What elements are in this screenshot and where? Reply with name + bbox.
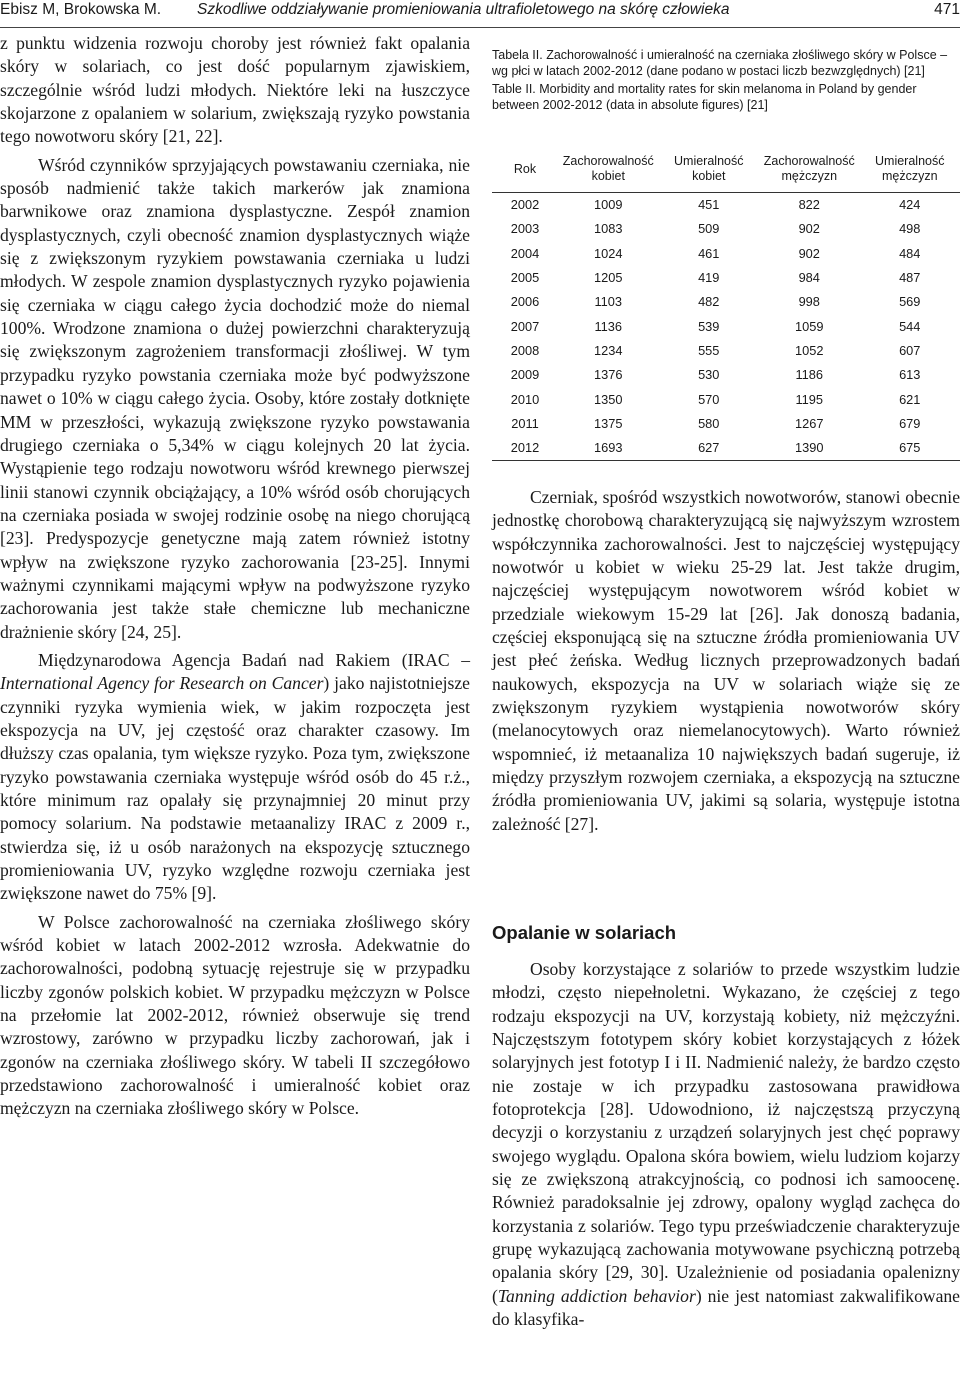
table-row	[492, 387, 960, 411]
table-cell-year: 2011	[511, 415, 539, 431]
table-cell-value: 482	[698, 294, 720, 310]
right-column-lower	[492, 958, 960, 1332]
table-cell-year: 2004	[510, 245, 540, 261]
header-label: Umieralność	[875, 154, 945, 168]
header-label: Umieralność	[674, 154, 744, 168]
table-cell-value: 902	[798, 221, 820, 237]
table-row	[492, 217, 960, 241]
right-paragraph-2	[492, 958, 960, 1332]
section-heading: Opalanie w solariach	[492, 922, 677, 943]
table-cell-value: 580	[698, 415, 720, 431]
header-umier-kobiet	[659, 147, 760, 193]
table-cell-value: 984	[798, 270, 820, 286]
table-row	[492, 339, 960, 363]
table-cell-value: 509	[698, 221, 720, 237]
table-cell-value: 1009	[594, 197, 623, 213]
paragraph-3-end: ) jako najistotniejsze czynniki ryzyka wymienia wiek, w jakim rozpoczęta jest ekspozycja na UV, jej częstość oraz charakter czasowy. Im dłuższy czas opalania, tym większe ryzyko. Poza tym, zwiększone ryzyko powstawania czerniaka występuje wśród osób do 45 r.ż., które minimum raz opalały się przynajmniej 20 minut przy pomocy solarium. Na podstawie metaanalizy IRAC z 2009 r., stwierdza się, iż u osób narażonych na ekspozycję sztucznego promieniowania UV, ryzyko względne rozwoju czerniaka jest zwiększone nawet do 75% [9].	[0, 673, 470, 904]
table-cell-value: 424	[899, 197, 921, 213]
table-cell-value: 1375	[594, 415, 623, 431]
header-label: Zachorowalność	[763, 154, 855, 168]
table-body	[492, 193, 960, 461]
table-cell-value: 998	[798, 294, 820, 310]
header-sublabel: mężczyzn	[781, 169, 838, 183]
paragraph-3-italic: International Agency for Research on Cancer	[0, 673, 324, 694]
table-row	[492, 412, 960, 436]
table-cell-year: 2006	[510, 294, 540, 310]
table-row	[492, 193, 960, 218]
header-label: Zachorowalność	[562, 154, 654, 168]
table-cell-value: 484	[899, 245, 921, 261]
table-cell-year: 2007	[510, 318, 540, 334]
table-cell-year: 2010	[510, 391, 540, 407]
left-column	[0, 32, 470, 1121]
right-column-upper	[492, 486, 960, 836]
paragraph-3-start: Międzynarodowa Agencja Badań nad Rakiem (IRAC –	[38, 649, 470, 670]
table-row	[492, 242, 960, 266]
table-cell-value: 1267	[795, 415, 824, 431]
header-sublabel: kobiet	[591, 169, 625, 183]
table-cell-value: 1350	[594, 391, 623, 407]
right-paragraph-2-end: ) nie jest natomiast zakwalifikowane do klasyfika-	[492, 1285, 960, 1330]
header-title: Szkodliwe oddziaływanie promieniowania ultrafioletowego na skórę człowieka	[197, 1, 730, 18]
table-cell-value: 1136	[594, 318, 623, 334]
header-sublabel: kobiet	[692, 169, 726, 183]
table-cell-value: 1052	[795, 342, 824, 358]
table-cell-value: 451	[698, 197, 720, 213]
table-block	[492, 47, 960, 456]
table-cell-value: 822	[798, 197, 820, 213]
table-cell-year: 2003	[510, 221, 540, 237]
table-caption-pl: Tabela II. Zachorowalność i umieralność na czerniaka złośliwego skóry w Polsce – wg płci w latach 2002-2012 (dane podano w postaci liczb bezwzględnych) [21]	[492, 48, 948, 78]
header-umier-mezczyzn	[860, 147, 960, 193]
table-cell-value: 570	[698, 391, 720, 407]
header-rok-label: Rok	[513, 161, 537, 176]
table-cell-value: 675	[860, 436, 960, 461]
table-cell-value: 530	[698, 367, 720, 383]
table-cell-value: 1103	[594, 294, 623, 310]
table-cell-value: 1234	[594, 342, 623, 358]
table-cell-year: 2009	[510, 367, 540, 383]
table-row	[492, 314, 960, 338]
table-cell-value: 621	[899, 391, 921, 407]
table-row	[492, 266, 960, 290]
page-number: 471	[934, 1, 960, 18]
header-zach-mezczyzn	[759, 147, 860, 193]
table-cell-value: 461	[698, 245, 720, 261]
table-cell-value: 487	[899, 270, 921, 286]
table-cell-value: 1205	[594, 270, 623, 286]
table-cell-value: 498	[899, 221, 921, 237]
running-header	[0, 0, 960, 26]
table-cell-value: 627	[659, 436, 760, 461]
table-cell-value: 539	[698, 318, 720, 334]
paragraph-1: z punktu widzenia rozwoju choroby jest również fakt opalania skóry w solariach, co jest dość popularnym zjawiskiem, szczególnie wśród ludzi młodych. Niektóre leki na łuszczyce skojarzone z opalaniem w solarium, zwiększają ryzyko powstania tego nowotworu skóry [21, 22].	[0, 33, 470, 147]
table-cell-value: 1195	[795, 391, 824, 407]
table-row	[492, 363, 960, 387]
header-zach-kobiet	[558, 147, 659, 193]
paragraph-4: W Polsce zachorowalność na czerniaka złośliwego skóry wśród kobiet w latach 2002-2012 wzrosła. Adekwatnie do zachorowalności, podobną sytuację rejestruje się w przypadku liczby zgonów polskich kobiet. W przypadku mężczyzn w Polsce na przełomie lat 2002-2012, również obserwuje się trend wzrostowy, zarówno w przypadku liczby zachorowań, jak i zgonów na czerniaka złośliwego skóry. W tabeli II szczegółowo przedstawiono zachorowalność i umieralność kobiet oraz mężczyzn na czerniaka złośliwego skóry w Polsce.	[0, 911, 470, 1119]
melanoma-table	[492, 147, 960, 461]
header-sublabel: mężczyzn	[881, 169, 938, 183]
table-cell-value: 607	[899, 342, 921, 358]
table-cell-value: 419	[698, 270, 720, 286]
header-rule	[0, 27, 960, 28]
table-cell-value: 1376	[594, 367, 623, 383]
table-cell-value: 1083	[594, 221, 623, 237]
right-paragraph-2-start: Osoby korzystające z solariów to przede wszystkim ludzie młodzi, często niepełnoletni. Wykazano, że częściej z tego rodzaju ekspozycji na UV, korzystają kobiety, niż mężczyźni. Najczęstszym fototypem skóry kobiet korzystających z łóżek solaryjnych jest fototyp I i II. Nadmienić należy, że bardzo często nie zostaje w ich przypadku zastosowana prawidłowa fotoprotekcja [28]. Udowodniono, iż najczęstszą przyczyną decyzji o korzystaniu z urządzeń solaryjnych jest chęć poprawy swojego wyglądu. Opalona skóra bowiem, wielu ludziom kojarzy się ze zwiększoną atrakcyjnością, co podnosi ich samoocenę. Również paradoksalnie jej zdrowy, opalony wygląd zachęca do korzystania z solariów. Tego typu przeświadczenie charakteryzuje grupę wykazującą zachowania motywowane psychiczną potrzebą opalania skóry [29, 30]. Uzależnienie od posiadania opalenizny (	[492, 959, 960, 1306]
paragraph-2: Wśród czynników sprzyjających powstawaniu czerniaka, nie sposób nadmienić także takich markerów jak znamiona barwnikowe oraz znamiona dysplastyczne. Zespół znamion dysplastycznych, czyli obecność znamion dysplastycznych wiąże się z zwiększonym ryzykiem powstawania czerniaka u ludzi młodych. W zespole znamion dysplastycznych ryzyko pojawienia się czerniaka w ciągu całego życia dochodzić może do niemal 100%. Wrodzone znamiona o dużej powierzchni charakteryzują się zwiększonym zagrożeniem transformacji złośliwej. W tym przypadku ryzyko powstania czerniaka może być podwyższone nawet o 10% w ciągu całego życia. Osoby, które zostały dotknięte MM w przeszłości, wykazują zwiększone ryzyko powstawania drugiego czerniaka o 5,34% w ciągu kolejnych 20 lat życia. Wystąpienie tego rodzaju nowotworu wśród krewnego pierwszej linii stanowi czynnik obciążający, a 10% wśród osób chorujących na czerniaka posiada w swojej rodzinie osobę na niego chorującą [23]. Predyspozycje genetyczne mają zatem również istotny wpływ na zwiększone ryzyko zachorowania [23-25]. Innymi ważnymi czynnikami mającymi wpływ na podwyższone ryzyko zachorowania jest także stałe chemiczne lub mechaniczne drażnienie skóry [24, 25].	[0, 154, 470, 642]
table-cell-value: 613	[899, 367, 921, 383]
header-authors: Ebisz M, Brokowska M.	[0, 1, 162, 18]
table-cell-value: 555	[698, 342, 720, 358]
table-caption-en: Table II. Morbidity and mortality rates for skin melanoma in Poland by gender between 2002-2012 (data in absolute figures) [21]	[492, 82, 917, 112]
table-row	[492, 290, 960, 314]
table-cell-value: 1024	[594, 245, 623, 261]
right-paragraph-1: Czerniak, spośród wszystkich nowotworów, stanowi obecnie jednostkę chorobową charakteryzującą się najwyższym wzrostem współczynnika zachorowalności. Jest to najczęściej występujący nowotwór u kobiet w wieku 25-29 lat. Jest także drugim, najczęściej występującym nowotworem wśród kobiet w przedziale wiekowym 15-29 lat [26]. Jak donoszą badania, częściej eksponującą się na sztuczne źródła promieniowania UV jest płeć żeńska. Według licznych przeprowadzonych badań naukowych, ekspozycja na UV w solariach wiąże się ze zwiększonym ryzykiem wystąpienia nowotworów skóry (melanocytowych oraz niemelanocytowych). Warto również wspomnieć, iż metaanaliza 10 największych badań sugeruje, iż między przyszłym rozwojem czerniaka, a ekspozycją na sztuczne źródła promieniowania UV, jakimi są solaria, występuje istotna zależność [27].	[492, 487, 960, 834]
header-rok	[492, 147, 558, 193]
table-cell-value: 1186	[795, 367, 824, 383]
table-cell-value: 1059	[795, 318, 824, 334]
table-cell-value: 679	[899, 415, 921, 431]
table-header-row	[492, 147, 960, 193]
table-cell-year: 2005	[510, 270, 540, 286]
table-cell-value: 1390	[759, 436, 860, 461]
paragraph-3	[0, 649, 470, 906]
table-cell-value: 569	[899, 294, 921, 310]
table-cell-year: 2002	[510, 197, 540, 213]
table-cell-value: 902	[798, 245, 820, 261]
table-cell-value: 1693	[558, 436, 659, 461]
table-cell-year: 2008	[510, 342, 540, 358]
right-paragraph-2-italic: Tanning addiction behavior	[497, 1285, 696, 1306]
table-cell-year: 2012	[492, 436, 558, 461]
table-row	[492, 436, 960, 461]
table-cell-value: 544	[899, 318, 921, 334]
